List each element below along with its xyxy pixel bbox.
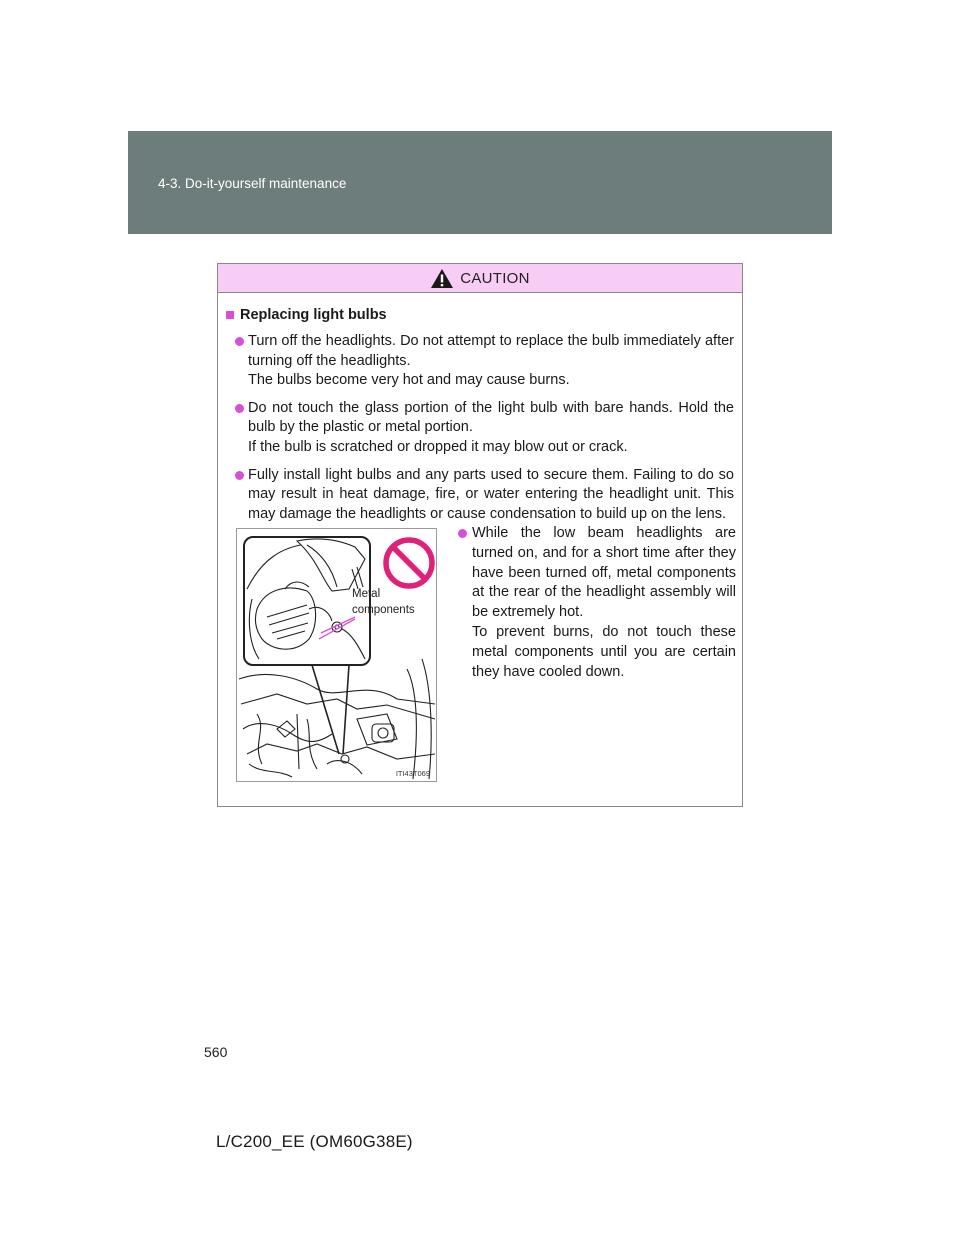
document-code: L/C200_EE (OM60G38E) xyxy=(216,1132,413,1151)
square-bullet-icon xyxy=(226,311,234,319)
metal-components-label: Metal components xyxy=(352,588,415,616)
caution-section-label: Replacing light bulbs xyxy=(240,307,387,323)
caution-bullet xyxy=(226,332,734,391)
headlight-illustration xyxy=(236,528,437,782)
caution-bullet xyxy=(226,399,734,458)
caution-header xyxy=(218,264,742,293)
bullet-text: The bulbs become very hot and may cause burns. xyxy=(248,372,570,389)
caution-section-title xyxy=(226,307,734,323)
prohibition-icon xyxy=(386,540,432,586)
bullet-text: Fully install light bulbs and any parts used to secure them. Failing to do so may result in heat damage, fire, or water entering the headlight unit. This may damage the headlights or cause condensation to build up on the lens. xyxy=(248,466,734,522)
caution-box xyxy=(217,263,743,807)
bullet-text: If the bulb is scratched or dropped it may blow out or crack. xyxy=(248,438,628,455)
figure-bullet xyxy=(456,524,736,682)
bullet-dot-icon xyxy=(235,337,244,346)
caution-bullet xyxy=(226,466,734,525)
bullet-text: While the low beam headlights are turned on, and for a short time after they have been turned off, metal components at the rear of the headlight assembly will be extremely hot. xyxy=(472,525,736,621)
figure-code: ITI43T069 xyxy=(395,769,430,778)
bullet-dot-icon xyxy=(235,404,244,413)
engine-bay-drawing xyxy=(237,529,437,782)
bullet-text: To prevent burns, do not touch these metal components until you are certain they have cooled down. xyxy=(472,623,736,680)
caution-title: CAUTION xyxy=(460,269,530,287)
bullet-text: Turn off the headlights. Do not attempt to replace the bulb immediately after turning off the headlights. xyxy=(248,333,734,369)
warning-triangle-icon xyxy=(430,268,454,289)
bullet-dot-icon xyxy=(235,471,244,480)
section-title: 4-3. Do-it-yourself maintenance xyxy=(158,176,347,191)
bullet-text: Do not touch the glass portion of the light bulb with bare hands. Hold the bulb by the plastic or metal portion. xyxy=(248,399,734,436)
bullet-dot-icon xyxy=(458,529,467,538)
caution-body xyxy=(218,293,742,524)
header-band xyxy=(128,131,832,234)
page-number: 560 xyxy=(204,1044,228,1060)
